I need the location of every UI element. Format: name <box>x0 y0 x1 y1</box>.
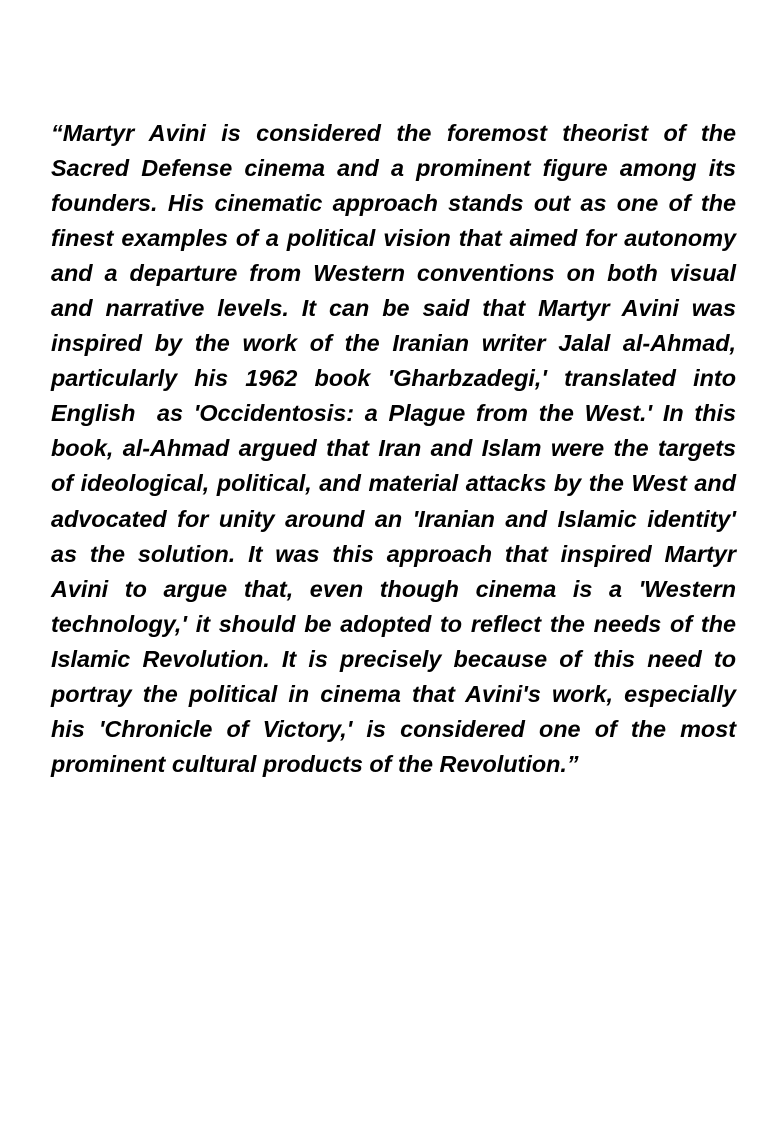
quote-paragraph: “Martyr Avini is considered the foremost theorist of the Sacred Defense cinema and a prominent figure among its founders. His cinematic approach stands out as one of the finest examples of a political vision that aimed for autonomy and a departure from Western conventions on both visual and narrative levels. It can be said that Martyr Avini was inspired by the work of the Iranian writer Jalal al-Ahmad, particularly his 1962 book 'Gharbzadegi,' translated into English as 'Occidentosis: a Plague from the West.' In this book, al-Ahmad argued that Iran and Islam were the targets of ideological, political, and material attacks by the West and advocated for unity around an 'Iranian and Islamic identity' as the solution. It was this approach that inspired Martyr Avini to argue that, even though cinema is a 'Western technology,' it should be adopted to reflect the needs of the Islamic Revolution. It is precisely because of this need to portray the political in cinema that Avini's work, especially his 'Chronicle of Victory,' is considered one of the most prominent cultural products of the Revolution.” <box>51 120 743 777</box>
